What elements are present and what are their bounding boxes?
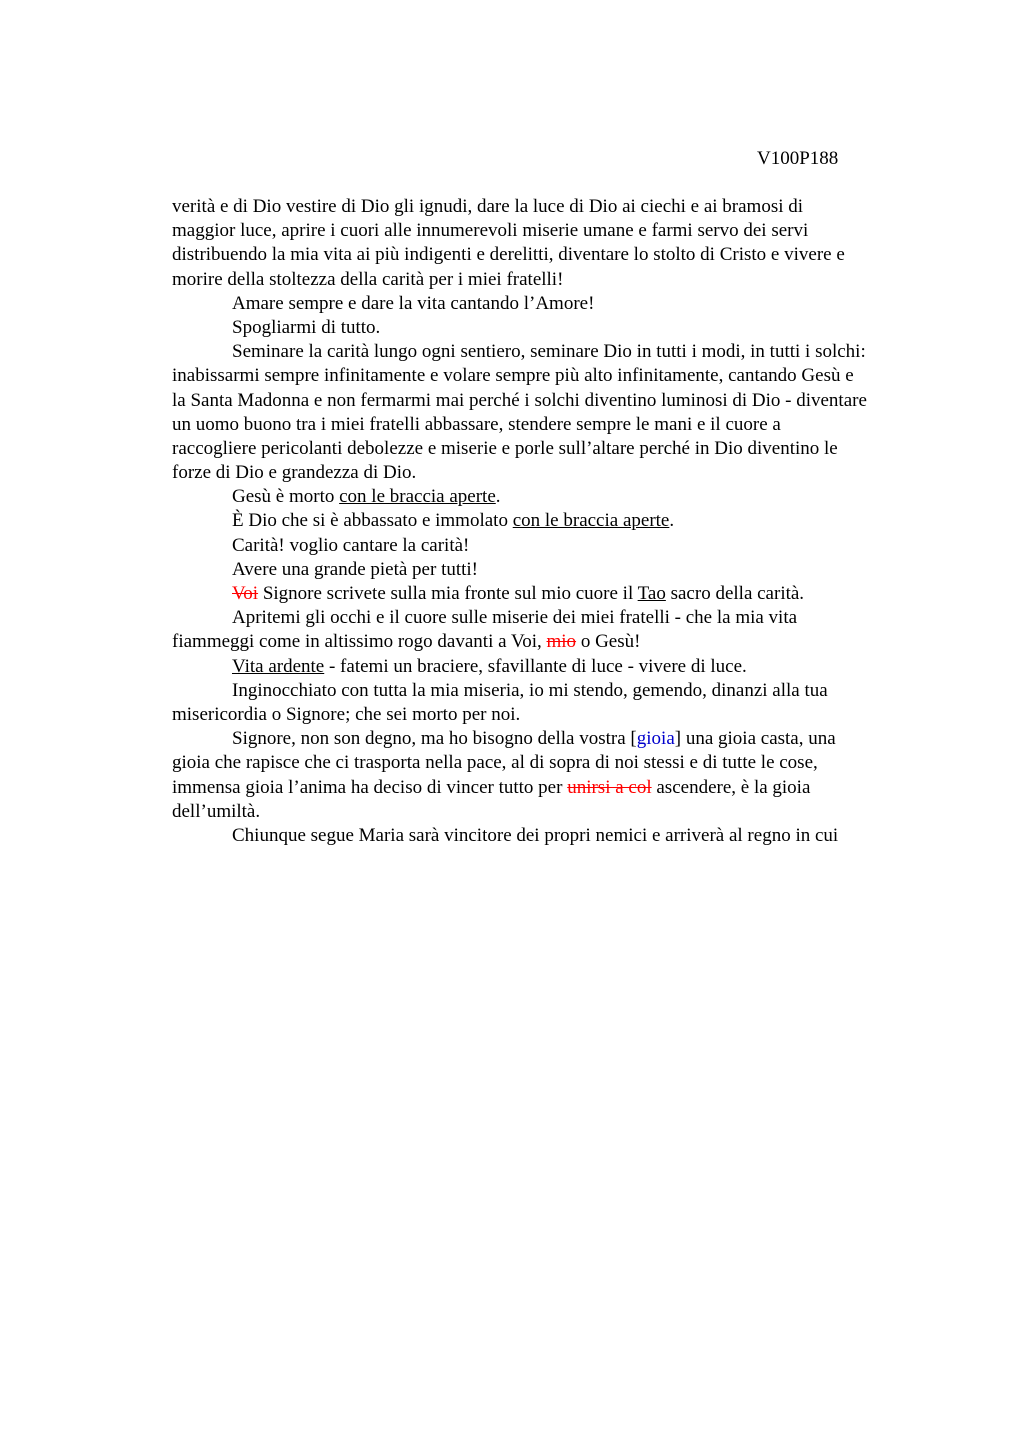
text-line bbox=[172, 509, 942, 533]
deleted-text: mio bbox=[546, 631, 577, 653]
inserted-text: gioia bbox=[636, 728, 675, 750]
text-segment: ] una gioia casta, una bbox=[674, 728, 836, 750]
text-line: Apritemi gli occhi e il cuore sulle miserie dei miei fratelli - che la mia vita bbox=[232, 607, 798, 629]
text-line: dell’umiltà. bbox=[172, 800, 261, 822]
text-line: Spogliarmi di tutto. bbox=[232, 316, 381, 338]
underlined-text: con le braccia aperte bbox=[512, 510, 670, 532]
text-line: Avere una grande pietà per tutti! bbox=[232, 558, 479, 580]
text-line: Seminare la carità lungo ogni sentiero, seminare Dio in tutti i modi, in tutti i solchi: bbox=[232, 341, 866, 363]
text-segment: o Gesù! bbox=[576, 631, 641, 653]
text-line bbox=[172, 727, 942, 751]
text-segment: immensa gioia l’anima ha deciso di vincer tutto per bbox=[172, 776, 568, 798]
text-line: Carità! voglio cantare la carità! bbox=[232, 534, 470, 556]
text-segment: fiammeggi come in altissimo rogo davanti a Voi, bbox=[172, 631, 547, 653]
text-segment: - fatemi un braciere, sfavillante di luce - vivere di luce. bbox=[324, 655, 747, 677]
text-line: Amare sempre e dare la vita cantando l’Amore! bbox=[232, 292, 595, 314]
text-line: un uomo buono tra i miei fratelli abbassare, stendere sempre le mani e il cuore a bbox=[172, 413, 781, 435]
text-segment: Gesù è morto bbox=[232, 486, 340, 508]
text-line: verità e di Dio vestire di Dio gli ignudi, dare la luce di Dio ai ciechi e ai bramosi di bbox=[172, 196, 804, 217]
text-line: maggior luce, aprire i cuori alle innumerevoli miserie umane e farmi servo dei servi bbox=[172, 220, 809, 242]
text-segment: ascendere, è la gioia bbox=[651, 776, 811, 798]
text-line bbox=[172, 776, 942, 800]
text-line bbox=[172, 485, 942, 509]
text-line: inabissarmi sempre infinitamente e volare sempre più alto infinitamente, cantando Gesù e bbox=[172, 365, 854, 387]
text-line: la Santa Madonna e non fermarmi mai perché i solchi diventino luminosi di Dio - diventare bbox=[172, 389, 867, 411]
deleted-text: Voi bbox=[232, 583, 259, 604]
page-identifier: V100P188 bbox=[757, 148, 839, 169]
text-segment: sacro della carità. bbox=[665, 583, 805, 604]
text-line: Chiunque segue Maria sarà vincitore dei propri nemici e arriverà al regno in cui bbox=[232, 824, 839, 846]
text-line: forze di Dio e grandezza di Dio. bbox=[172, 462, 417, 484]
underlined-text: Tao bbox=[637, 583, 666, 604]
text-line bbox=[172, 582, 942, 606]
text-line bbox=[172, 630, 942, 654]
document-body bbox=[172, 195, 942, 848]
text-segment: . bbox=[495, 486, 501, 508]
deleted-text: unirsi a col bbox=[567, 776, 652, 798]
text-segment: Signore, non son degno, ma ho bisogno della vostra [ bbox=[232, 728, 637, 750]
text-segment: Signore scrivete sulla mia fronte sul mio cuore il bbox=[258, 583, 638, 604]
underlined-text: con le braccia aperte bbox=[339, 486, 496, 508]
text-line: morire della stoltezza della carità per i miei fratelli! bbox=[172, 268, 564, 290]
text-segment: È Dio che si è abbassato e immolato bbox=[232, 510, 513, 532]
text-line: Inginocchiato con tutta la mia miseria, io mi stendo, gemendo, dinanzi alla tua bbox=[232, 679, 828, 701]
text-line: raccogliere pericolanti debolezze e miserie e porle sull’altare perché in Dio diventino le bbox=[172, 437, 838, 459]
text-line bbox=[172, 655, 942, 679]
text-line: misericordia o Signore; che sei morto per noi. bbox=[172, 703, 521, 725]
text-line: distribuendo la mia vita ai più indigenti e derelitti, diventare lo stolto di Cristo e vivere e bbox=[172, 244, 845, 266]
text-line: gioia che rapisce che ci trasporta nella pace, al di sopra di noi stessi e di tutte le cose, bbox=[172, 752, 818, 774]
text-segment: . bbox=[669, 510, 675, 532]
underlined-text: Vita ardente bbox=[232, 655, 325, 677]
